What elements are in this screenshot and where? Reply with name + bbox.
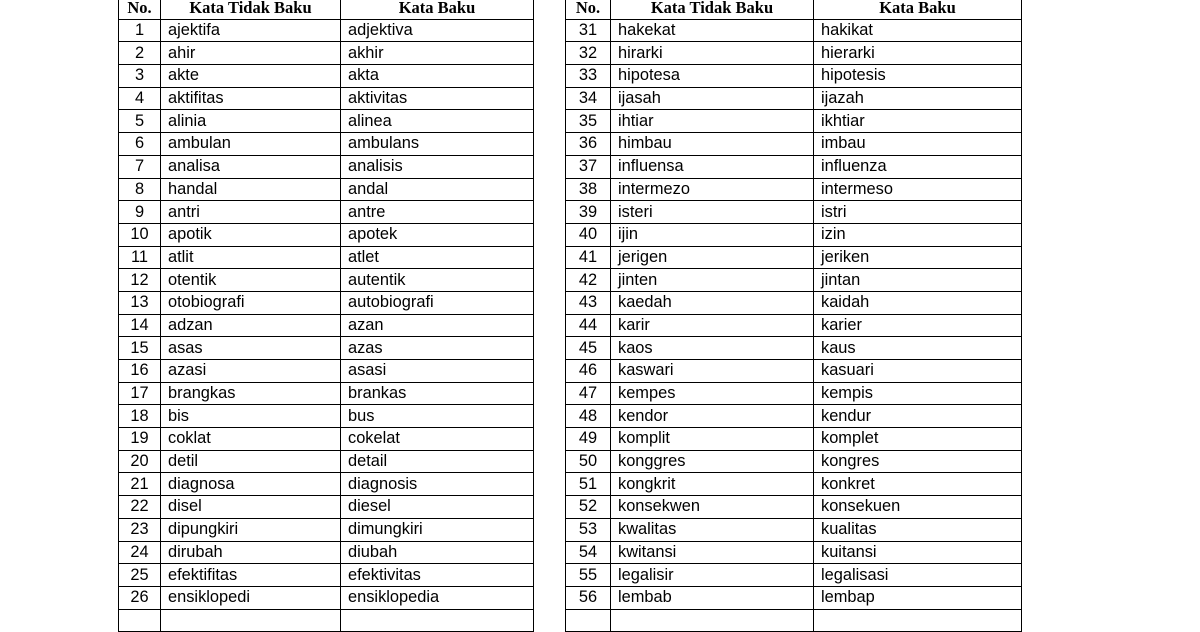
table-row [566, 541, 1022, 564]
table-row [566, 360, 1022, 383]
row-number: 16 [119, 360, 161, 383]
header-no: No. [119, 0, 161, 19]
kata-tidak-baku-cell: jinten [611, 269, 814, 292]
kata-tidak-baku-cell: konggres [611, 450, 814, 473]
row-number: 5 [119, 110, 161, 133]
table-row [566, 291, 1022, 314]
kata-tidak-baku-cell: kaswari [611, 360, 814, 383]
row-number: 43 [566, 291, 611, 314]
kata-baku-cell: alinea [341, 110, 534, 133]
table-row [566, 564, 1022, 587]
row-number: 39 [566, 201, 611, 224]
row-number: 33 [566, 65, 611, 88]
kata-baku-cell: izin [814, 223, 1022, 246]
kata-baku-cell: kualitas [814, 518, 1022, 541]
kata-tidak-baku-cell: detil [161, 450, 341, 473]
table-row [119, 586, 534, 609]
kata-tidak-baku-cell: ensiklopedi [161, 586, 341, 609]
kata-baku-cell: diesel [341, 496, 534, 519]
kata-baku-cell: lembap [814, 586, 1022, 609]
kata-tidak-baku-cell: intermezo [611, 178, 814, 201]
kata-baku-cell: kuitansi [814, 541, 1022, 564]
kata-tidak-baku-cell: asas [161, 337, 341, 360]
kata-baku-cell: influenza [814, 155, 1022, 178]
row-number: 37 [566, 155, 611, 178]
empty-cell [814, 609, 1022, 632]
kata-tidak-baku-cell: dipungkiri [161, 518, 341, 541]
row-number: 7 [119, 155, 161, 178]
kata-baku-cell: hipotesis [814, 65, 1022, 88]
table-row [566, 473, 1022, 496]
table-row [119, 201, 534, 224]
kata-baku-cell: atlet [341, 246, 534, 269]
table-row [119, 155, 534, 178]
row-number: 24 [119, 541, 161, 564]
kata-tidak-baku-cell: dirubah [161, 541, 341, 564]
table-row [566, 337, 1022, 360]
kata-tidak-baku-cell: akte [161, 65, 341, 88]
kata-baku-cell: kaus [814, 337, 1022, 360]
kata-tidak-baku-cell: lembab [611, 586, 814, 609]
row-number: 23 [119, 518, 161, 541]
table-row [566, 586, 1022, 609]
kata-baku-cell: cokelat [341, 428, 534, 451]
row-number: 48 [566, 405, 611, 428]
table-row [119, 496, 534, 519]
table-row [119, 133, 534, 156]
empty-cell [611, 609, 814, 632]
table-row-cutoff [566, 609, 1022, 632]
kata-tidak-baku-cell: aktifitas [161, 87, 341, 110]
row-number: 20 [119, 450, 161, 473]
empty-cell [119, 609, 161, 632]
kata-tidak-baku-cell: ihtiar [611, 110, 814, 133]
kata-baku-cell: kongres [814, 450, 1022, 473]
table-row [119, 65, 534, 88]
kata-tidak-baku-cell: kwalitas [611, 518, 814, 541]
header-kata-tidak-baku: Kata Tidak Baku [161, 0, 341, 19]
row-number: 50 [566, 450, 611, 473]
word-table-right [565, 0, 1022, 632]
row-number: 1 [119, 19, 161, 42]
kata-tidak-baku-cell: karir [611, 314, 814, 337]
kata-baku-cell: akhir [341, 42, 534, 65]
table-row [119, 291, 534, 314]
header-row [119, 0, 534, 19]
row-number: 54 [566, 541, 611, 564]
table-row [566, 382, 1022, 405]
kata-tidak-baku-cell: kempes [611, 382, 814, 405]
row-number: 4 [119, 87, 161, 110]
kata-baku-cell: istri [814, 201, 1022, 224]
empty-cell [161, 609, 341, 632]
kata-baku-cell: bus [341, 405, 534, 428]
table-row [119, 450, 534, 473]
table-row [566, 42, 1022, 65]
table-row [119, 428, 534, 451]
row-number: 19 [119, 428, 161, 451]
header-kata-baku: Kata Baku [341, 0, 534, 19]
table-row [119, 178, 534, 201]
kata-baku-cell: kaidah [814, 291, 1022, 314]
kata-baku-cell: apotek [341, 223, 534, 246]
table-row [119, 518, 534, 541]
row-number: 13 [119, 291, 161, 314]
row-number: 41 [566, 246, 611, 269]
kata-baku-cell: hierarki [814, 42, 1022, 65]
row-number: 3 [119, 65, 161, 88]
row-number: 46 [566, 360, 611, 383]
row-number: 9 [119, 201, 161, 224]
row-number: 17 [119, 382, 161, 405]
table-row [119, 564, 534, 587]
table-row [119, 473, 534, 496]
kata-baku-cell: akta [341, 65, 534, 88]
table-row [119, 314, 534, 337]
kata-baku-cell: kendur [814, 405, 1022, 428]
row-number: 14 [119, 314, 161, 337]
row-number: 36 [566, 133, 611, 156]
row-number: 15 [119, 337, 161, 360]
kata-tidak-baku-cell: apotik [161, 223, 341, 246]
kata-tidak-baku-cell: ijin [611, 223, 814, 246]
kata-tidak-baku-cell: legalisir [611, 564, 814, 587]
row-number: 40 [566, 223, 611, 246]
kata-tidak-baku-cell: antri [161, 201, 341, 224]
row-number: 42 [566, 269, 611, 292]
kata-baku-cell: kasuari [814, 360, 1022, 383]
row-number: 45 [566, 337, 611, 360]
kata-baku-cell: dimungkiri [341, 518, 534, 541]
kata-baku-cell: brankas [341, 382, 534, 405]
table-row [119, 269, 534, 292]
table-row-cutoff [119, 609, 534, 632]
row-number: 38 [566, 178, 611, 201]
kata-baku-cell: aktivitas [341, 87, 534, 110]
word-table-left [118, 0, 534, 632]
table-row [566, 201, 1022, 224]
kata-tidak-baku-cell: kendor [611, 405, 814, 428]
row-number: 11 [119, 246, 161, 269]
kata-baku-cell: azan [341, 314, 534, 337]
kata-tidak-baku-cell: atlit [161, 246, 341, 269]
kata-baku-cell: analisis [341, 155, 534, 178]
kata-baku-cell: efektivitas [341, 564, 534, 587]
kata-baku-cell: kempis [814, 382, 1022, 405]
word-rows-right [566, 19, 1022, 632]
kata-baku-cell: komplet [814, 428, 1022, 451]
header-row [566, 0, 1022, 19]
kata-baku-cell: jintan [814, 269, 1022, 292]
table-row [566, 110, 1022, 133]
table-row [566, 496, 1022, 519]
kata-tidak-baku-cell: himbau [611, 133, 814, 156]
kata-baku-cell: konsekuen [814, 496, 1022, 519]
kata-tidak-baku-cell: hirarki [611, 42, 814, 65]
row-number: 49 [566, 428, 611, 451]
row-number: 12 [119, 269, 161, 292]
header-kata-baku: Kata Baku [814, 0, 1022, 19]
kata-baku-cell: asasi [341, 360, 534, 383]
kata-tidak-baku-cell: analisa [161, 155, 341, 178]
kata-tidak-baku-cell: hipotesa [611, 65, 814, 88]
table-row [566, 19, 1022, 42]
row-number: 55 [566, 564, 611, 587]
kata-tidak-baku-cell: bis [161, 405, 341, 428]
kata-tidak-baku-cell: influensa [611, 155, 814, 178]
kata-tidak-baku-cell: diagnosa [161, 473, 341, 496]
table-row [119, 541, 534, 564]
kata-tidak-baku-cell: kongkrit [611, 473, 814, 496]
kata-tidak-baku-cell: komplit [611, 428, 814, 451]
kata-baku-cell: andal [341, 178, 534, 201]
kata-tidak-baku-cell: otobiografi [161, 291, 341, 314]
row-number: 2 [119, 42, 161, 65]
table-row [119, 42, 534, 65]
row-number: 31 [566, 19, 611, 42]
kata-baku-cell: detail [341, 450, 534, 473]
table-row [119, 337, 534, 360]
row-number: 35 [566, 110, 611, 133]
table-row [119, 87, 534, 110]
row-number: 10 [119, 223, 161, 246]
row-number: 8 [119, 178, 161, 201]
row-number: 6 [119, 133, 161, 156]
row-number: 47 [566, 382, 611, 405]
row-number: 18 [119, 405, 161, 428]
table-row [566, 269, 1022, 292]
table-row [566, 65, 1022, 88]
kata-tidak-baku-cell: hakekat [611, 19, 814, 42]
word-rows-left [119, 19, 534, 632]
row-number: 52 [566, 496, 611, 519]
table-row [566, 428, 1022, 451]
table-row [119, 19, 534, 42]
kata-baku-cell: imbau [814, 133, 1022, 156]
kata-tidak-baku-cell: kwitansi [611, 541, 814, 564]
table-row [119, 223, 534, 246]
kata-tidak-baku-cell: adzan [161, 314, 341, 337]
row-number: 32 [566, 42, 611, 65]
kata-baku-cell: legalisasi [814, 564, 1022, 587]
table-row [566, 133, 1022, 156]
kata-baku-cell: jeriken [814, 246, 1022, 269]
kata-tidak-baku-cell: isteri [611, 201, 814, 224]
row-number: 44 [566, 314, 611, 337]
kata-baku-cell: ikhtiar [814, 110, 1022, 133]
kata-baku-cell: intermeso [814, 178, 1022, 201]
row-number: 21 [119, 473, 161, 496]
empty-cell [566, 609, 611, 632]
kata-tidak-baku-cell: disel [161, 496, 341, 519]
kata-baku-cell: ambulans [341, 133, 534, 156]
kata-baku-cell: karier [814, 314, 1022, 337]
kata-tidak-baku-cell: ajektifa [161, 19, 341, 42]
kata-baku-cell: diagnosis [341, 473, 534, 496]
kata-tidak-baku-cell: ahir [161, 42, 341, 65]
table-row [566, 87, 1022, 110]
table-row [119, 405, 534, 428]
kata-tidak-baku-cell: handal [161, 178, 341, 201]
empty-cell [341, 609, 534, 632]
row-number: 56 [566, 586, 611, 609]
table-row [566, 314, 1022, 337]
kata-tidak-baku-cell: efektifitas [161, 564, 341, 587]
header-kata-tidak-baku: Kata Tidak Baku [611, 0, 814, 19]
table-row [566, 246, 1022, 269]
kata-baku-cell: adjektiva [341, 19, 534, 42]
table-row [566, 155, 1022, 178]
kata-tidak-baku-cell: kaedah [611, 291, 814, 314]
kata-tidak-baku-cell: jerigen [611, 246, 814, 269]
row-number: 26 [119, 586, 161, 609]
kata-tidak-baku-cell: ambulan [161, 133, 341, 156]
kata-tidak-baku-cell: ijasah [611, 87, 814, 110]
table-row [566, 450, 1022, 473]
kata-tidak-baku-cell: brangkas [161, 382, 341, 405]
table-row [566, 405, 1022, 428]
table-row [566, 518, 1022, 541]
kata-baku-cell: autentik [341, 269, 534, 292]
kata-baku-cell: ijazah [814, 87, 1022, 110]
kata-baku-cell: hakikat [814, 19, 1022, 42]
table-row [566, 223, 1022, 246]
table-row [119, 110, 534, 133]
kata-baku-cell: autobiografi [341, 291, 534, 314]
kata-baku-cell: konkret [814, 473, 1022, 496]
kata-baku-cell: ensiklopedia [341, 586, 534, 609]
table-row [119, 382, 534, 405]
row-number: 53 [566, 518, 611, 541]
row-number: 34 [566, 87, 611, 110]
kata-tidak-baku-cell: azasi [161, 360, 341, 383]
kata-baku-cell: azas [341, 337, 534, 360]
kata-tidak-baku-cell: kaos [611, 337, 814, 360]
row-number: 22 [119, 496, 161, 519]
row-number: 51 [566, 473, 611, 496]
row-number: 25 [119, 564, 161, 587]
kata-tidak-baku-cell: coklat [161, 428, 341, 451]
table-row [119, 360, 534, 383]
kata-baku-cell: antre [341, 201, 534, 224]
kata-tidak-baku-cell: otentik [161, 269, 341, 292]
header-no: No. [566, 0, 611, 19]
kata-baku-cell: diubah [341, 541, 534, 564]
table-row [119, 246, 534, 269]
kata-tidak-baku-cell: konsekwen [611, 496, 814, 519]
kata-tidak-baku-cell: alinia [161, 110, 341, 133]
table-row [566, 178, 1022, 201]
